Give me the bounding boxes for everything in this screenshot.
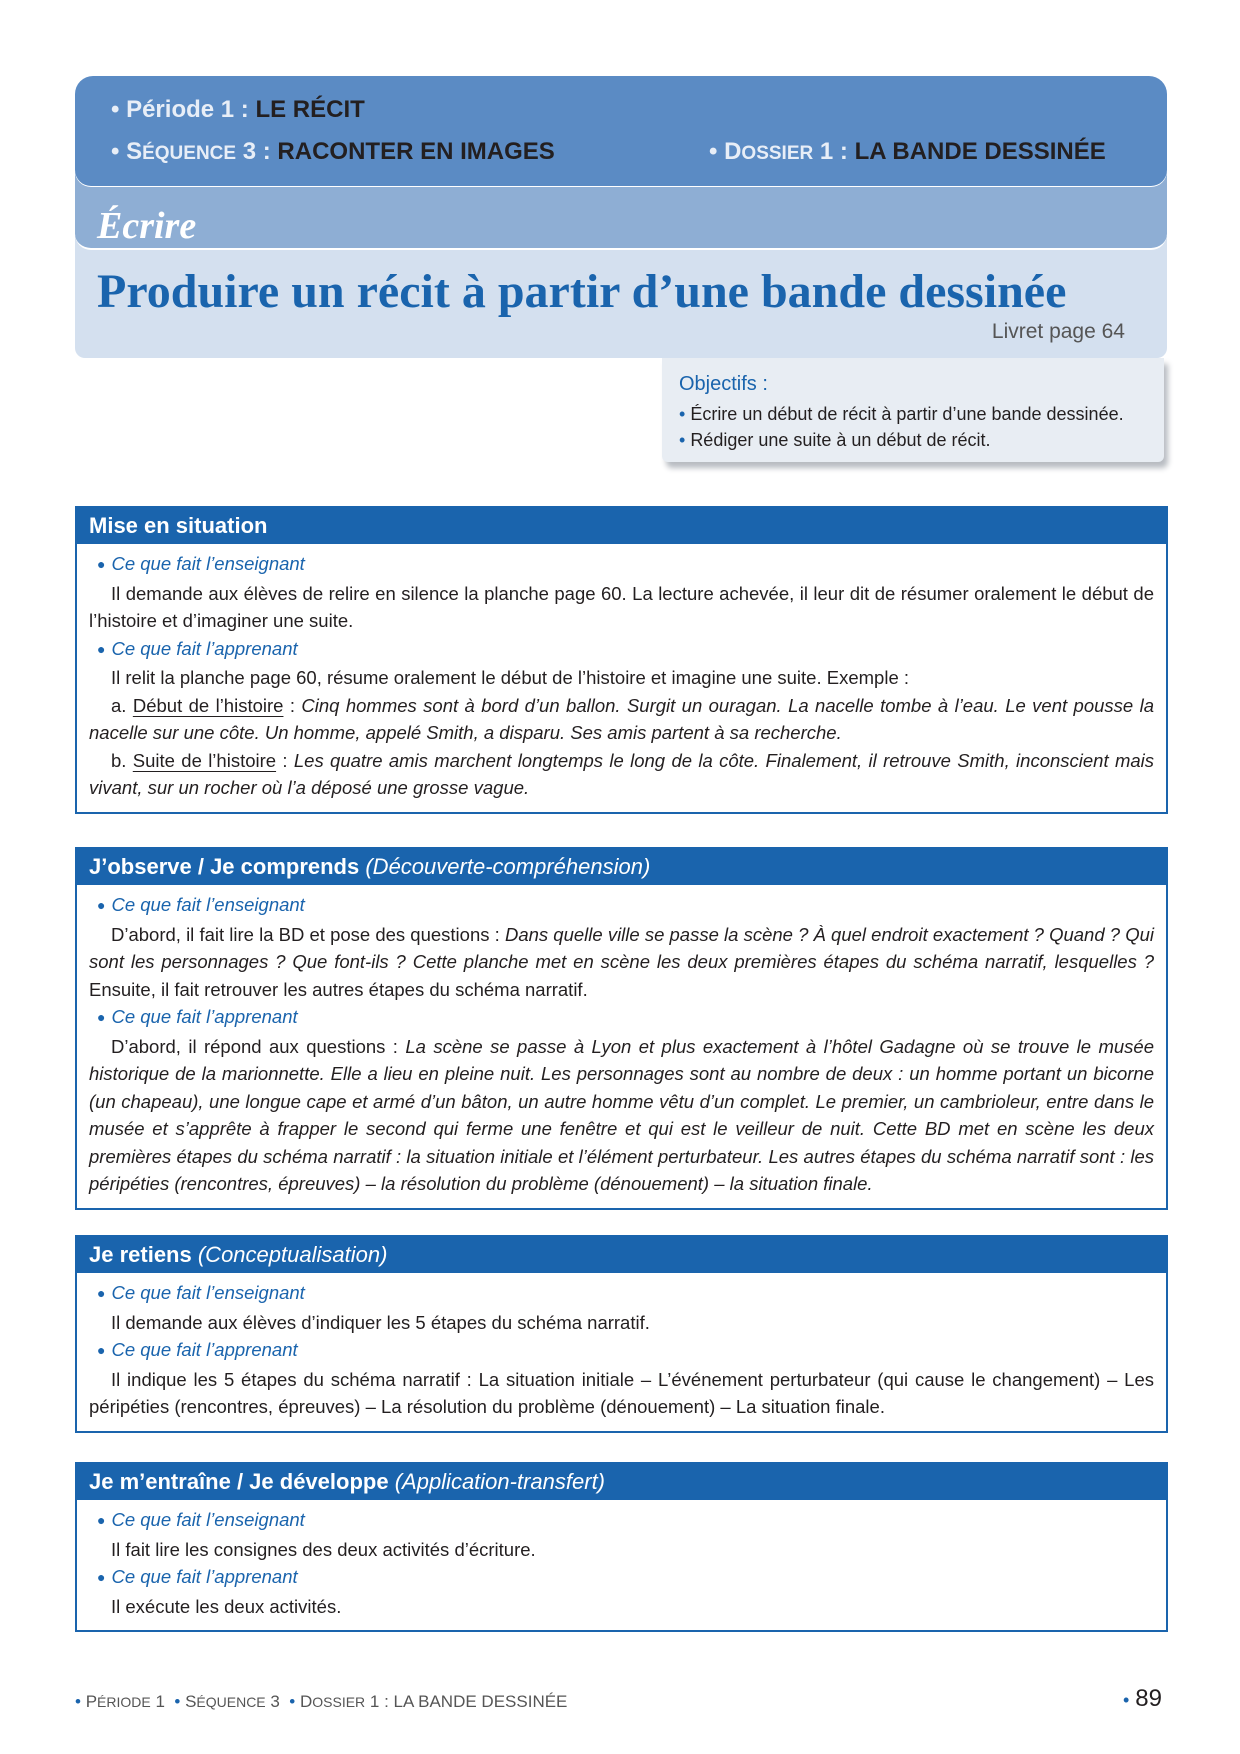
section-heading: Mise en situation [77, 508, 1166, 544]
objectives-box [662, 358, 1164, 462]
objective-item: • Écrire un début de récit à partir d’une bande dessinée. [679, 404, 1124, 424]
section-observe [75, 847, 1168, 1210]
dossier-line: • DOSSIER 1 : LA BANDE DESSINÉE [709, 138, 1106, 165]
apprenant-text: Il relit la planche page 60, résume oralement le début de l’histoire et imagine une suite. Exemple : [111, 667, 910, 688]
section-heading: J’observe / Je comprends (Découverte-compréhension) [77, 849, 1166, 885]
section-body [77, 1273, 1166, 1431]
enseignant-text: Il demande aux élèves d’indiquer les 5 étapes du schéma narratif. [111, 1311, 650, 1333]
page-number: • 89 [1122, 1685, 1162, 1712]
page-title: Produire un récit à partir d’une bande dessinée [97, 265, 1067, 318]
dossier-value: LA BANDE DESSINÉE [854, 138, 1106, 165]
chapter-header [75, 76, 1167, 358]
sequence-line: • SÉQUENCE 3 : RACONTER EN IMAGES [111, 138, 555, 165]
section-heading: Je retiens (Conceptualisation) [77, 1237, 1166, 1273]
periode-label: Période 1 : [126, 96, 249, 123]
section-body [77, 544, 1166, 812]
enseignant-text: D’abord, il fait lire la BD et pose des questions : Dans quelle ville se passe la scène ? À quel endroit exactement ? Quand ? Qui sont les personnages ? Que font-ils ? Cette planche met en scène les deux premières étapes du schéma narratif, lesquelles ? Ensuite, il fait retrouver les autres étapes du schéma narratif. [89, 923, 1155, 1000]
rubrique-title: Écrire [97, 205, 197, 247]
subheading-apprenant: ● Ce que fait l’apprenant [97, 1339, 298, 1360]
periode-line: • Période 1 : LE RÉCIT [111, 96, 365, 123]
subheading-enseignant: ● Ce que fait l’enseignant [97, 1282, 305, 1303]
subheading-enseignant: ● Ce que fait l’enseignant [97, 1509, 305, 1530]
section-body [77, 885, 1166, 1208]
subheading-apprenant: ● Ce que fait l’apprenant [97, 637, 298, 659]
footer-breadcrumb: • PÉRIODE 1 • SÉQUENCE 3 • DOSSIER 1 : LA BANDE DESSINÉE [75, 1692, 568, 1711]
sequence-value: RACONTER EN IMAGES [277, 138, 555, 165]
header-band [75, 76, 1167, 186]
section-heading: Je m’entraîne / Je développe (Application-transfert) [77, 1464, 1166, 1500]
apprenant-text: Il exécute les deux activités. [111, 1595, 342, 1617]
section-mise-en-situation [75, 506, 1168, 814]
dossier-label: 1 : [819, 138, 848, 165]
title-band [75, 236, 1167, 358]
sequence-label: 3 : [242, 138, 271, 165]
section-retiens [75, 1235, 1168, 1433]
example-a: a. Début de l’histoire : Cinq hommes sont à bord d’un ballon. Surgit un ouragan. La nacelle tombe à l’eau. Le vent pousse la nacelle sur une côte. Un homme, appelé Smith, a disparu. Ses amis partent à sa recherche. [89, 694, 1155, 743]
livret-reference: Livret page 64 [991, 320, 1125, 343]
enseignant-text: Il fait lire les consignes des deux activités d’écriture. [111, 1538, 536, 1560]
subheading-apprenant: ● Ce que fait l’apprenant [97, 1566, 298, 1587]
example-b: b. Suite de l’histoire : Les quatre amis marchent longtemps le long de la côte. Finalement, il retrouve Smith, inconscient mais vivant, sur un rocher où l’a déposé une grosse vague. [89, 749, 1155, 798]
objectives-heading: Objectifs : [679, 373, 768, 395]
apprenant-text: Il indique les 5 étapes du schéma narratif : La situation initiale – L’événement perturbateur (qui cause le changement) – Les péripéties (rencontres, épreuves) – La résolution du problème (dénouement) – La situation finale. [89, 1368, 1154, 1417]
objective-item: • Rédiger une suite à un début de récit. [679, 430, 991, 450]
periode-value: LE RÉCIT [255, 96, 365, 123]
apprenant-text: D’abord, il répond aux questions : La scène se passe à Lyon et plus exactement à l’hôtel Gadagne où se trouve le musée historique de la marionnette. Elle a lieu en pleine nuit. Les personnages sont au nombre de deux : un homme portant un bicorne (un chapeau), une longue cape et armé d’un bâton, un autre homme vêtu d’un complet. Le premier, un cambrioleur, entre dans le musée et s’apprête à frapper le second qui ferme une fenêtre et qui est le veilleur de nuit. Cette BD met en scène les deux premières étapes du schéma narratif : la situation initiale et l’élément perturbateur. Les autres étapes du schéma narratif sont : les péripéties (rencontres, épreuves) – la résolution du problème (dénouement) – la situation finale. [89, 1035, 1154, 1194]
section-body [77, 1500, 1166, 1630]
subheading-enseignant: ● Ce que fait l’enseignant [97, 553, 305, 574]
subheading-enseignant: ● Ce que fait l’enseignant [97, 894, 305, 915]
subheading-apprenant: ● Ce que fait l’apprenant [97, 1006, 298, 1027]
section-entraine [75, 1462, 1168, 1632]
enseignant-text: Il demande aux élèves de relire en silence la planche page 60. La lecture achevée, il leur dit de résumer oralement le début de l’histoire et d’imaginer une suite. [89, 582, 1154, 631]
